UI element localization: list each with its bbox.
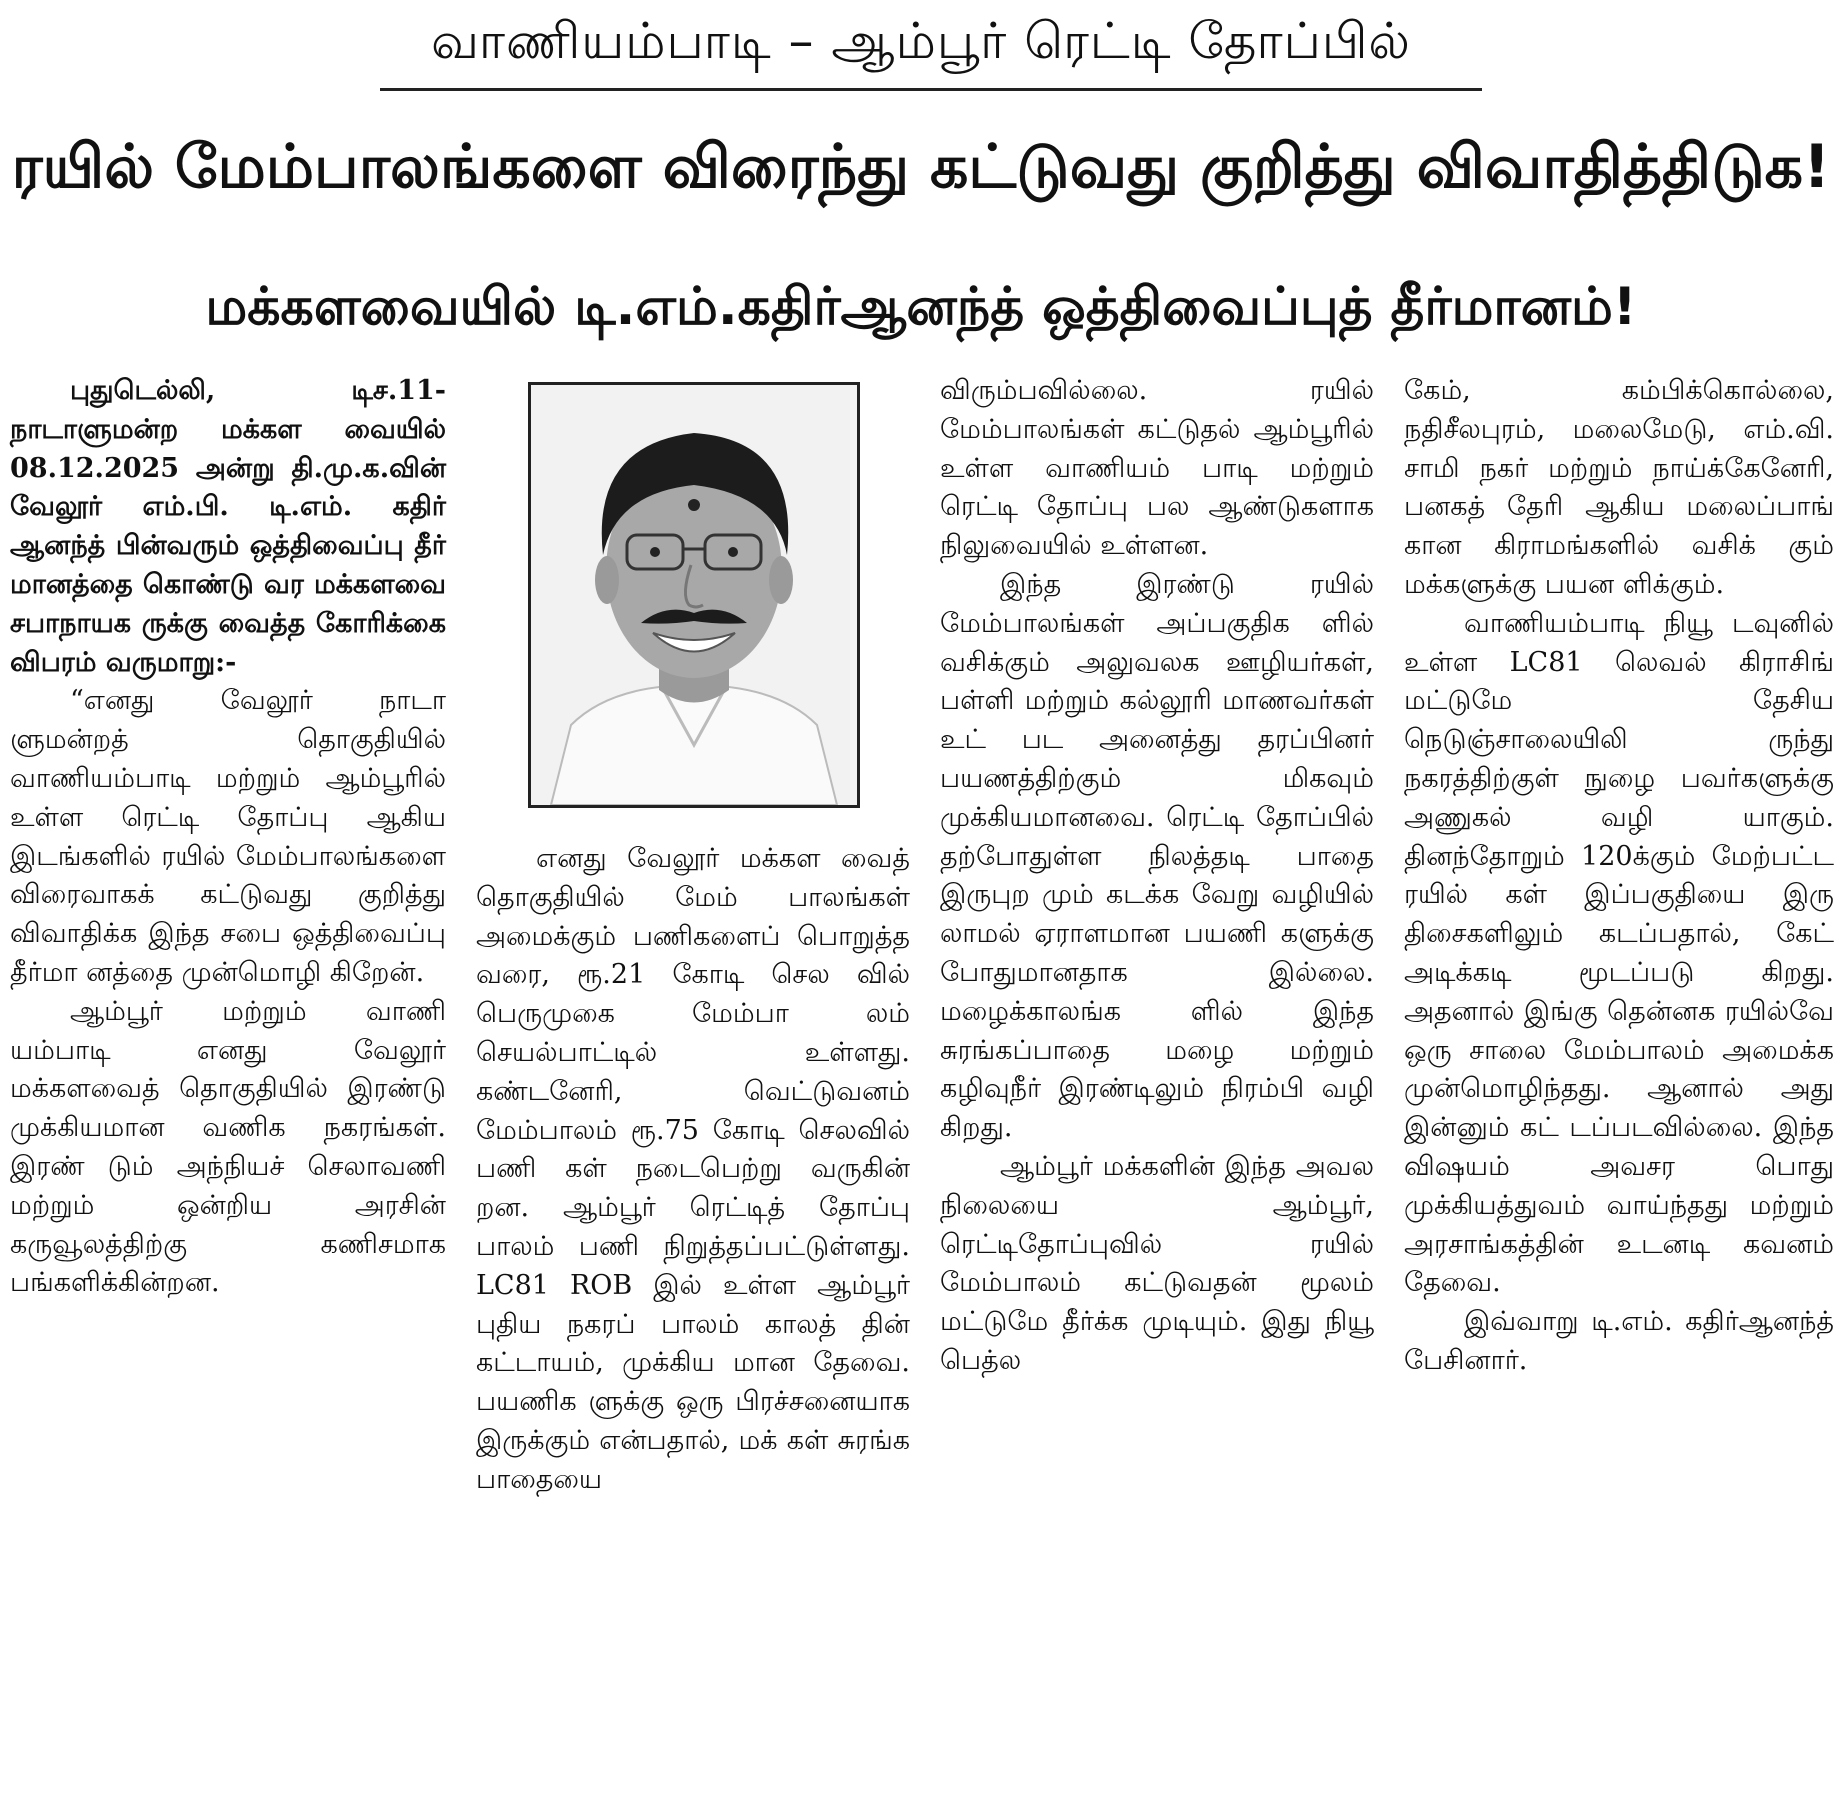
- kicker-rule: [380, 88, 1482, 91]
- paragraph: ஆம்பூர் மக்களின் இந்த அவல நிலையை ஆம்பூர், ரெட்டிதோப்புவில் ரயில் மேம்பாலம் கட்டுவதன் மூலம் மட்டுமே தீர்க்க முடியும். இது நியூ பெத்ல: [940, 1150, 1374, 1376]
- paragraph: “எனது வேலூர் நாடா ளுமன்றத் தொகுதியில் வாணியம்பாடி மற்றும் ஆம்பூரில் உள்ள ரெட்டி தோப்பு ஆகிய இடங்களில் ரயில் மேம்பாலங்களை விரைவாகக் கட்டுவது குறித்து விவாதிக்க இந்த சபை ஒத்திவைப்பு தீர்மா னத்தை முன்மொழி கிறேன்.: [10, 685, 446, 988]
- paragraph: இந்த இரண்டு ரயில் மேம்பாலங்கள் அப்பகுதிக ளில் வசிக்கும் அலுவலக ஊழியர்கள், பள்ளி மற்றும் கல்லூரி மாணவர்கள் உட் பட அனைத்து தரப்பினர் பயணத்திற்கும் மிகவும் முக்கியமானவை. ரெட்டி தோப்பில் தற்போதுள்ள நிலத்தடி பாதை இருபுற மும் கடக்க வேறு வழியில் லாமல் ஏராளமான பயணி களுக்கு போதுமானதாக இல்லை. மழைக்காலங்க ளில் இந்த சுரங்கப்பாதை மழை மற்றும் கழிவுநீர் இரண்டிலும் நிரம்பி வழி கிறது.: [940, 568, 1374, 1144]
- paragraph: வாணியம்பாடி நியூ டவுனில் உள்ள LC81 லெவல் கிராசிங் மட்டுமே தேசிய நெடுஞ்சாலையிலி ருந்து நகரத்திற்குள் நுழை பவர்களுக்கு அணுகல் வழி யாகும். தினந்தோறும் 120க்கும் மேற்பட்ட ரயில் கள் இப்பகுதியை இரு திசைகளிலும் கடப்பதால், கேட் அடிக்கடி மூடப்படு கிறது. அதனால் இங்கு தென்னக ரயில்வே ஒரு சாலை மேம்பாலம் அமைக்க முன்மொழிந்தது. ஆனால் அது இன்னும் கட் டப்படவில்லை. இந்த விஷயம் அவசர பொது முக்கியத்துவம் வாய்ந்தது மற்றும் அரசாங்கத்தின் உடனடி கவனம் தேவை.: [1404, 607, 1834, 1299]
- dateline-lead: புதுடெல்லி, டிச.11- நாடாளுமன்ற மக்கள வையில் 08.12.2025 அன்று தி.மு.க.வின் வேலூர் எம்.பி. டி.எம். கதிர் ஆனந்த் பின்வரும் ஒத்திவைப்பு தீர் மானத்தை கொண்டு வர மக்களவை சபாநாயக ருக்கு வைத்த கோரிக்கை விபரம் வருமாறு:-: [10, 375, 446, 678]
- column-4: [1404, 372, 1834, 1381]
- portrait-illustration: [531, 385, 857, 805]
- paragraph: ஆம்பூர் மற்றும் வாணி யம்பாடி எனது வேலூர் மக்களவைத் தொகுதியில் இரண்டு முக்கியமான வணிக நகரங்கள். இரண் டும் அந்நியச் செலாவணி மற்றும் ஒன்றிய அரசின் கருவூலத்திற்கு கணிசமாக பங்களிக்கின்றன.: [10, 995, 446, 1299]
- column-3: [940, 372, 1374, 1381]
- column-2: [476, 840, 910, 1500]
- closing-paragraph: இவ்வாறு டி.எம். கதிர்ஆனந்த் பேசினார்.: [1404, 1306, 1834, 1376]
- mp-portrait: [528, 382, 860, 808]
- headline: ரயில் மேம்பாலங்களை விரைந்து கட்டுவது குறித்து விவாதித்திடுக!: [11, 132, 1831, 202]
- column-1: [10, 372, 446, 1303]
- paragraph: விரும்பவில்லை. ரயில் மேம்பாலங்கள் கட்டுதல் ஆம்பூரில் உள்ள வாணியம் பாடி மற்றும் ரெட்டி தோப்பு பல ஆண்டுகளாக நிலுவையில் உள்ளன.: [940, 375, 1374, 562]
- paragraph: கேம், கம்பிக்கொல்லை, நதிசீலபுரம், மலைமேடு, எம்.வி. சாமி நகர் மற்றும் நாய்க்கேனேரி, பனகத் தேரி ஆகிய மலைப்பாங் கான கிராமங்களில் வசிக் கும் மக்களுக்கு பயன ளிக்கும்.: [1404, 375, 1834, 600]
- kicker-line: வாணியம்பாடி – ஆம்பூர் ரெட்டி தோப்பில்: [431, 12, 1411, 70]
- paragraph: எனது வேலூர் மக்கள வைத் தொகுதியில் மேம் பாலங்கள் அமைக்கும் பணிகளைப் பொறுத்த வரை, ரூ.21 கோடி செல வில் பெருமுகை மேம்பா லம் செயல்பாட்டில் உள்ளது. கண்டனேரி, வெட்டுவனம் மேம்பாலம் ரூ.75 கோடி செலவில் பணி கள் நடைபெற்று வருகின் றன. ஆம்பூர் ரெட்டித் தோப்பு பாலம் பணி நிறுத்தப்பட்டுள்ளது. LC81 ROB இல் உள்ள ஆம்பூர் புதிய நகரப் பாலம் காலத் தின் கட்டாயம், முக்கிய மான தேவை. பயணிக ளுக்கு ஒரு பிரச்சனையாக இருக்கும் என்பதால், மக் கள் சுரங்க பாதையை: [476, 843, 910, 1495]
- subheadline: மக்களவையில் டி.எம்.கதிர்ஆனந்த் ஒத்திவைப்புத் தீர்மானம்!: [205, 277, 1637, 337]
